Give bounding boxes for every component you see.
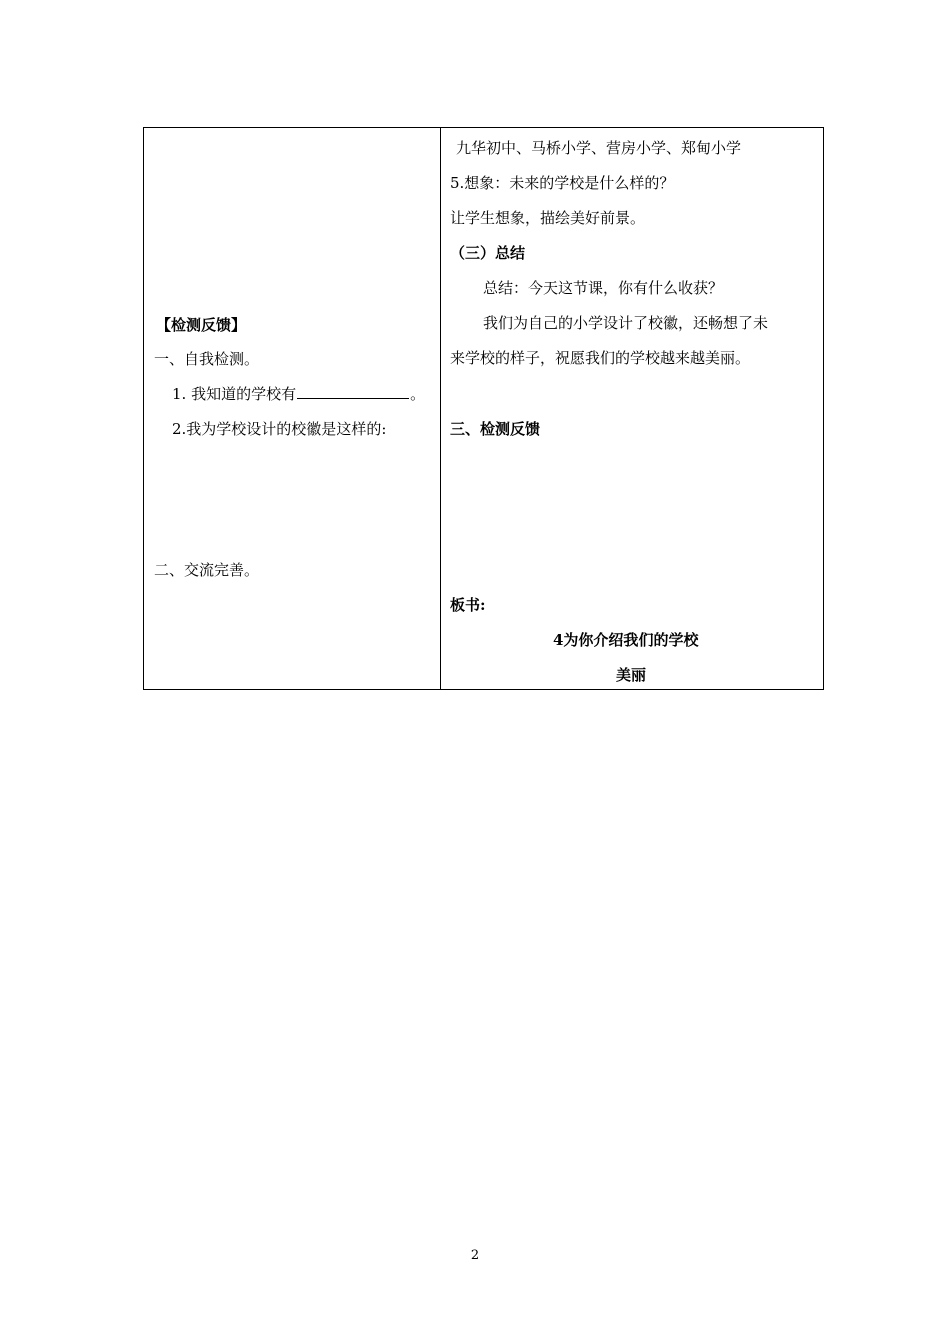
item-5: 5.想象：未来的学校是什么样的？ bbox=[450, 174, 675, 192]
summary-heading: （三）总结 bbox=[450, 244, 526, 262]
board-word: 美丽 bbox=[616, 666, 647, 684]
section-3-heading: 三、检测反馈 bbox=[450, 420, 541, 438]
summary-para-line2: 来学校的样子，祝愿我们的学校越来越美丽。 bbox=[450, 349, 751, 367]
summary-question: 总结：今天这节课，你有什么收获？ bbox=[483, 279, 724, 297]
question-1-end: 。 bbox=[410, 385, 426, 403]
board-title: 4为你介绍我们的学校 bbox=[553, 631, 699, 649]
question-1 bbox=[172, 384, 425, 404]
question-1-text: 1. 我知道的学校有 bbox=[172, 385, 297, 403]
discussion-heading: 二、交流完善。 bbox=[154, 561, 260, 579]
question-2: 2.我为学校设计的校徽是这样的: bbox=[172, 420, 387, 438]
item-5-desc: 让学生想象，描绘美好前景。 bbox=[450, 209, 646, 227]
self-check-heading: 一、自我检测。 bbox=[154, 350, 260, 368]
summary-para-line1: 我们为自己的小学设计了校徽，还畅想了未 bbox=[483, 314, 769, 332]
board-label: 板书: bbox=[450, 596, 486, 614]
question-1-blank bbox=[297, 384, 409, 399]
feedback-heading: 【检测反馈】 bbox=[156, 316, 247, 334]
lesson-table bbox=[143, 127, 824, 690]
page-number: 2 bbox=[470, 1248, 480, 1263]
school-list: 九华初中、马桥小学、营房小学、郑甸小学 bbox=[456, 139, 742, 157]
column-divider bbox=[440, 128, 441, 689]
